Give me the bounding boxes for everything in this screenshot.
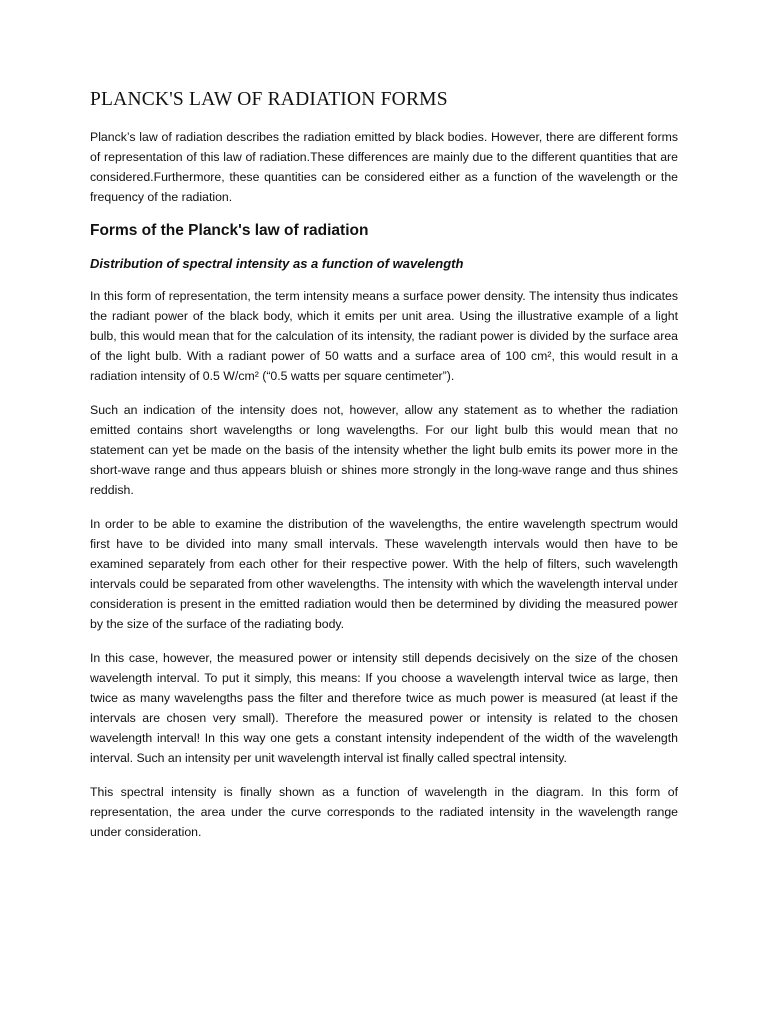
body-paragraph: In order to be able to examine the distribution of the wavelengths, the entire wavelength spectrum would first have to be divided into many small intervals. These wavelength intervals would then have to be examined separately from each other for their respective power. With the help of filters, such wavelength intervals could be separated from other wavelengths. The intensity with which the wavelength interval under consideration is present in the emitted radiation would then be determined by dividing the measured power by the size of the surface of the radiating body. — [90, 517, 678, 632]
body-paragraph: This spectral intensity is finally shown as a function of wavelength in the diagram. In this form of representation, the area under the curve corresponds to the radiated intensity in the wavelength range under consideration. — [90, 785, 678, 840]
section-heading: Forms of the Planck's law of radiation — [90, 222, 369, 240]
document-title: PLANCK'S LAW OF RADIATION FORMS — [90, 89, 448, 110]
body-paragraph: In this case, however, the measured power or intensity still depends decisively on the size of the chosen wavelength interval. To put it simply, this means: If you choose a wavelength interval twice as large, then twice as many wavelengths pass the filter and therefore twice as much power is measured (at least if the intervals are chosen very small). Therefore the measured power or intensity is related to the chosen wavelength interval! In this way one gets a constant intensity independent of the width of the wavelength interval. Such an intensity per unit wavelength interval ist finally called spectral intensity. — [90, 651, 678, 766]
document-page — [90, 88, 678, 856]
body-paragraph: In this form of representation, the term intensity means a surface power density. The intensity thus indicates the radiant power of the black body, which it emits per unit area. Using the illustrative example of a light bulb, this would mean that for the calculation of its intensity, the radiant power is divided by the surface area of the light bulb. With a radiant power of 50 watts and a surface area of 100 cm², this would result in a radiation intensity of 0.5 W/cm² (“0.5 watts per square centimeter”). — [90, 289, 678, 384]
intro-paragraph: Planck’s law of radiation describes the radiation emitted by black bodies. However, there are different forms of representation of this law of radiation.These differences are mainly due to the different quantities that are considered.Furthermore, these quantities can be considered either as a function of the wavelength or the frequency of the radiation. — [90, 130, 678, 205]
sub-heading: Distribution of spectral intensity as a function of wavelength — [90, 255, 464, 271]
body-paragraph: Such an indication of the intensity does not, however, allow any statement as to whether the radiation emitted contains short wavelengths or long wavelengths. For our light bulb this would mean that no statement can yet be made on the basis of the intensity whether the light bulb emits its power more in the short-wave range and thus appears bluish or shines more strongly in the long-wave range and thus shines reddish. — [90, 403, 678, 498]
